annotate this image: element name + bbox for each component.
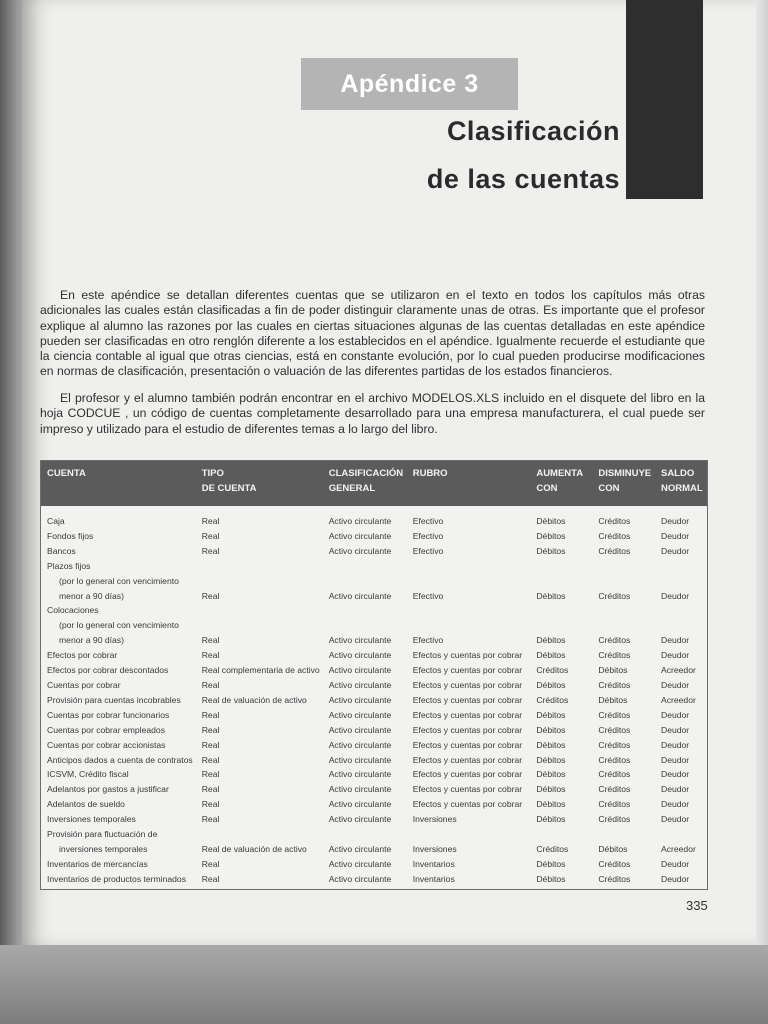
table-cell: Activo circulante <box>328 843 392 854</box>
table-cell: Activo circulante <box>328 635 392 646</box>
table-cell <box>323 559 407 574</box>
table-cell <box>196 603 323 618</box>
table-cell: Efectos y cuentas por cobrar <box>412 799 523 810</box>
table-cell <box>530 559 592 574</box>
column-header <box>41 461 196 506</box>
table-cell: Créditos <box>598 650 631 661</box>
chapter-tab-bar <box>626 0 703 199</box>
table-cell: Real de valuación de activo <box>201 694 307 705</box>
table-cell: Efectivo <box>412 530 444 541</box>
files-paragraph: El profesor y el alumno también podrán encontrar en el archivo MODELOS.XLS incluido en el disquete del libro en la hoja CODCUE , un código de cuentas completamente desarrollado para una empresa manufacturera, el cual puede ser impreso y utilizado para el estudio de diferentes temas a lo largo del libro. <box>40 391 705 436</box>
table-cell: Inventarios <box>412 858 455 869</box>
table-row <box>41 559 707 574</box>
table-cell: Real <box>201 873 220 884</box>
table-cell: Activo circulante <box>328 754 392 765</box>
table-cell: Activo circulante <box>328 858 392 869</box>
table-cell <box>592 827 655 842</box>
table-cell: Deudor <box>660 545 690 556</box>
table-cell: Efectos por cobrar <box>47 650 118 661</box>
table-cell: Débitos <box>536 545 566 556</box>
page-number: 335 <box>686 898 708 913</box>
table-cell: Deudor <box>660 724 690 735</box>
table-cell: Real <box>201 784 220 795</box>
table-cell: menor a 90 días) <box>59 590 124 601</box>
table-row <box>41 529 707 544</box>
table-cell: Créditos <box>598 754 631 765</box>
table-cell: Activo circulante <box>328 694 392 705</box>
column-header-line2: CON <box>536 483 558 494</box>
table-cell: Adelantos por gastos a justificar <box>47 784 169 795</box>
column-header <box>530 461 592 506</box>
table-cell: Débitos <box>598 665 628 676</box>
table-cell: Débitos <box>536 590 566 601</box>
table-row <box>41 589 707 604</box>
column-header-line1: DISMINUYE <box>598 468 652 479</box>
table-row <box>41 648 707 663</box>
intro-paragraph: En este apéndice se detallan diferentes cuentas que se utilizaron en el texto en todos los capítulos más otras adicionales las cuales están clasificadas a fin de poder distinguir claramente unas de otras. Es importante que el profesor explique al alumno las razones por las cuales en ciertas situaciones algunas de las cuentas detalladas en este apéndice pueden ser clasificadas en otro renglón diferente a los establecidos en el apéndice. Igualmente recuerde el estudiante que la ciencia contable al igual que otras ciencias, está en constante evolución, por lo cual pueden producirse modificaciones en normas de clasificación, presentación o valuación de las diferentes partidas de los estados financieros. <box>40 288 705 379</box>
table-cell: Créditos <box>598 679 631 690</box>
table-cell: Créditos <box>536 843 569 854</box>
table-cell: Débitos <box>598 694 628 705</box>
table-cell: Real <box>201 545 220 556</box>
table-cell: Real <box>201 858 220 869</box>
table-cell: Efectivo <box>412 590 444 601</box>
table-cell: Anticipos dados a cuenta de contratos <box>47 754 193 765</box>
table-cell: Real <box>201 724 220 735</box>
table-cell: (por lo general con vencimiento <box>59 575 179 586</box>
table-cell: Inversiones temporales <box>47 814 136 825</box>
table-cell: Fondos fijos <box>47 530 94 541</box>
table-cell <box>196 574 323 589</box>
table-cell: Créditos <box>598 530 631 541</box>
table-cell: Inversiones <box>412 814 457 825</box>
table-cell: Colocaciones <box>47 605 99 616</box>
table-cell: Efectos y cuentas por cobrar <box>412 694 523 705</box>
table-cell: Efectos y cuentas por cobrar <box>412 784 523 795</box>
table-row <box>41 827 707 842</box>
column-header <box>655 461 707 506</box>
table-cell: Real <box>201 590 220 601</box>
column-header-line2: CON <box>598 483 620 494</box>
table-cell: Deudor <box>660 873 690 884</box>
table-cell: Efectos por cobrar descontados <box>47 665 169 676</box>
table-cell: inversiones temporales <box>59 843 148 854</box>
table-cell: Créditos <box>598 590 631 601</box>
table-row <box>41 738 707 753</box>
table-cell <box>530 603 592 618</box>
table-row <box>41 708 707 723</box>
table-cell: Débitos <box>536 679 566 690</box>
table-cell: Real <box>201 516 220 526</box>
table-cell: Activo circulante <box>328 516 392 526</box>
table-cell <box>407 618 531 633</box>
table-cell: Deudor <box>660 635 690 646</box>
table-cell: Deudor <box>660 516 690 526</box>
table-cell <box>655 574 707 589</box>
table-cell: Real complementaria de activo <box>201 665 320 676</box>
table-cell <box>407 559 531 574</box>
table-cell: Real <box>201 814 220 825</box>
table-cell: Créditos <box>598 635 631 646</box>
table-cell: Acreedor <box>660 843 696 854</box>
column-header-line1: RUBRO <box>412 468 448 479</box>
table-row <box>41 678 707 693</box>
table-cell: Caja <box>47 516 65 526</box>
table-cell: Efectos y cuentas por cobrar <box>412 679 523 690</box>
table-cell <box>655 603 707 618</box>
table-cell: Deudor <box>660 530 690 541</box>
table-cell: Activo circulante <box>328 769 392 780</box>
accounts-table <box>40 460 708 890</box>
table-row <box>41 574 707 589</box>
table-cell: Provisión para cuentas incobrables <box>47 694 181 705</box>
table-cell: Plazos fijos <box>47 560 91 571</box>
table-cell: Activo circulante <box>328 530 392 541</box>
table-row <box>41 767 707 782</box>
table-cell: Bancos <box>47 545 76 556</box>
table-cell: Real <box>201 650 220 661</box>
table-cell: Efectos y cuentas por cobrar <box>412 650 523 661</box>
column-header <box>592 461 655 506</box>
table-cell: Deudor <box>660 650 690 661</box>
table-cell <box>323 618 407 633</box>
table-cell: Activo circulante <box>328 739 392 750</box>
table-cell: Deudor <box>660 814 690 825</box>
table-row <box>41 797 707 812</box>
page-title-line2: de las cuentas <box>426 164 620 194</box>
page-edge <box>756 0 768 945</box>
table-cell <box>530 827 592 842</box>
table-cell: Débitos <box>536 739 566 750</box>
table-cell: Débitos <box>536 784 566 795</box>
table-cell: Activo circulante <box>328 814 392 825</box>
column-header <box>323 461 407 506</box>
table-cell: Créditos <box>598 784 631 795</box>
table-row <box>41 544 707 559</box>
table-cell <box>323 827 407 842</box>
table-cell: Débitos <box>598 843 628 854</box>
table-cell: Activo circulante <box>328 784 392 795</box>
column-header <box>407 461 531 506</box>
table-cell: Real de valuación de activo <box>201 843 307 854</box>
table-cell: Deudor <box>660 799 690 810</box>
table-cell: Débitos <box>536 635 566 646</box>
page-title-line1: Clasificación <box>446 116 620 146</box>
table-row <box>41 603 707 618</box>
table-cell <box>592 603 655 618</box>
table-row <box>41 812 707 827</box>
table-row <box>41 842 707 857</box>
table-cell <box>196 559 323 574</box>
table-cell <box>196 618 323 633</box>
table-row <box>41 693 707 708</box>
column-header-line1: CLASIFICACIÓN <box>328 468 404 479</box>
table-cell: Créditos <box>598 799 631 810</box>
table-cell: Efectivo <box>412 516 444 526</box>
table-cell: Débitos <box>536 799 566 810</box>
table-cell <box>592 618 655 633</box>
table-cell: Cuentas por cobrar empleados <box>47 724 165 735</box>
table-cell: Real <box>201 754 220 765</box>
scan-background <box>0 945 768 1024</box>
table-cell: Deudor <box>660 769 690 780</box>
table-cell: Efectos y cuentas por cobrar <box>412 724 523 735</box>
table-cell: Real <box>201 635 220 646</box>
table-row <box>41 633 707 648</box>
table-cell: Acreedor <box>660 665 696 676</box>
table-cell: Créditos <box>598 873 631 884</box>
table-cell: Débitos <box>536 754 566 765</box>
table-cell: Real <box>201 769 220 780</box>
table-cell: Créditos <box>598 709 631 720</box>
table-cell: Deudor <box>660 739 690 750</box>
table-cell: (por lo general con vencimiento <box>59 620 179 631</box>
table-header <box>41 461 707 506</box>
table-cell: Deudor <box>660 590 690 601</box>
table-cell: Real <box>201 530 220 541</box>
table-cell: ICSVM, Crédito fiscal <box>47 769 129 780</box>
table-cell: Inventarios <box>412 873 455 884</box>
table-cell: menor a 90 días) <box>59 635 124 646</box>
table-cell <box>407 827 531 842</box>
table-cell: Créditos <box>598 858 631 869</box>
table-cell: Débitos <box>536 724 566 735</box>
table-cell: Créditos <box>598 769 631 780</box>
table-cell: Deudor <box>660 754 690 765</box>
column-header-line2: DE CUENTA <box>201 483 257 494</box>
table-cell <box>530 618 592 633</box>
table-row <box>41 663 707 678</box>
table-cell: Deudor <box>660 784 690 795</box>
table-cell <box>655 618 707 633</box>
column-header-line1: TIPO <box>201 468 224 479</box>
table-cell: Créditos <box>598 724 631 735</box>
table-cell: Inventarios de mercancías <box>47 858 148 869</box>
table-cell: Créditos <box>598 739 631 750</box>
column-header <box>196 461 323 506</box>
table-cell: Créditos <box>536 665 569 676</box>
table-cell <box>592 574 655 589</box>
table-cell: Acreedor <box>660 694 696 705</box>
table-cell: Efectivo <box>412 545 444 556</box>
table-cell: Activo circulante <box>328 590 392 601</box>
table-cell: Provisión para fluctuación de <box>47 829 158 840</box>
table-cell: Efectivo <box>412 635 444 646</box>
table-cell: Adelantos de sueldo <box>47 799 125 810</box>
table-cell: Deudor <box>660 679 690 690</box>
table-cell: Débitos <box>536 873 566 884</box>
table-cell: Activo circulante <box>328 709 392 720</box>
table-cell: Deudor <box>660 858 690 869</box>
table-cell: Efectos y cuentas por cobrar <box>412 739 523 750</box>
table-body <box>41 506 707 887</box>
table-cell: Cuentas por cobrar funcionarios <box>47 709 170 720</box>
table-row <box>41 618 707 633</box>
table-cell: Activo circulante <box>328 724 392 735</box>
table-cell: Efectos y cuentas por cobrar <box>412 709 523 720</box>
table-cell: Débitos <box>536 650 566 661</box>
table-cell: Débitos <box>536 858 566 869</box>
table-row <box>41 872 707 887</box>
column-header-line1: AUMENTA <box>536 468 584 479</box>
table-cell: Activo circulante <box>328 545 392 556</box>
table-cell: Activo circulante <box>328 873 392 884</box>
table-cell: Inversiones <box>412 843 457 854</box>
table-cell: Efectos y cuentas por cobrar <box>412 754 523 765</box>
table-cell: Débitos <box>536 769 566 780</box>
table-cell: Activo circulante <box>328 665 392 676</box>
appendix-label: Apéndice 3 <box>301 58 518 110</box>
table-cell: Real <box>201 709 220 720</box>
table-cell: Real <box>201 679 220 690</box>
table-cell <box>592 559 655 574</box>
table-cell: Activo circulante <box>328 799 392 810</box>
table-cell: Efectos y cuentas por cobrar <box>412 769 523 780</box>
table-cell <box>196 827 323 842</box>
column-header-line1: CUENTA <box>47 468 86 479</box>
table-cell: Débitos <box>536 516 566 526</box>
table-cell: Créditos <box>598 814 631 825</box>
table-cell <box>655 559 707 574</box>
table-row <box>41 506 707 529</box>
table-cell: Activo circulante <box>328 679 392 690</box>
table-cell: Deudor <box>660 709 690 720</box>
table-cell: Débitos <box>536 530 566 541</box>
column-header-line2: GENERAL <box>328 483 376 494</box>
table-cell: Activo circulante <box>328 650 392 661</box>
table-cell: Real <box>201 799 220 810</box>
column-header-line2: NORMAL <box>660 483 703 494</box>
table-cell: Cuentas por cobrar accionistas <box>47 739 166 750</box>
table-row <box>41 857 707 872</box>
table-cell <box>323 603 407 618</box>
table-cell <box>530 574 592 589</box>
table-cell: Débitos <box>536 814 566 825</box>
table-cell: Créditos <box>598 545 631 556</box>
table-cell <box>323 574 407 589</box>
table-cell: Créditos <box>598 516 631 526</box>
table-cell: Débitos <box>536 709 566 720</box>
table-cell <box>407 574 531 589</box>
table-row <box>41 753 707 768</box>
table-cell <box>655 827 707 842</box>
table-cell: Cuentas por cobrar <box>47 679 121 690</box>
table-cell <box>407 603 531 618</box>
table-cell: Real <box>201 739 220 750</box>
table-cell: Créditos <box>536 694 569 705</box>
table-cell: Inventarios de productos terminados <box>47 873 187 884</box>
column-header-line1: SALDO <box>660 468 695 479</box>
table-row <box>41 782 707 797</box>
table-cell: Efectos y cuentas por cobrar <box>412 665 523 676</box>
table-row <box>41 723 707 738</box>
